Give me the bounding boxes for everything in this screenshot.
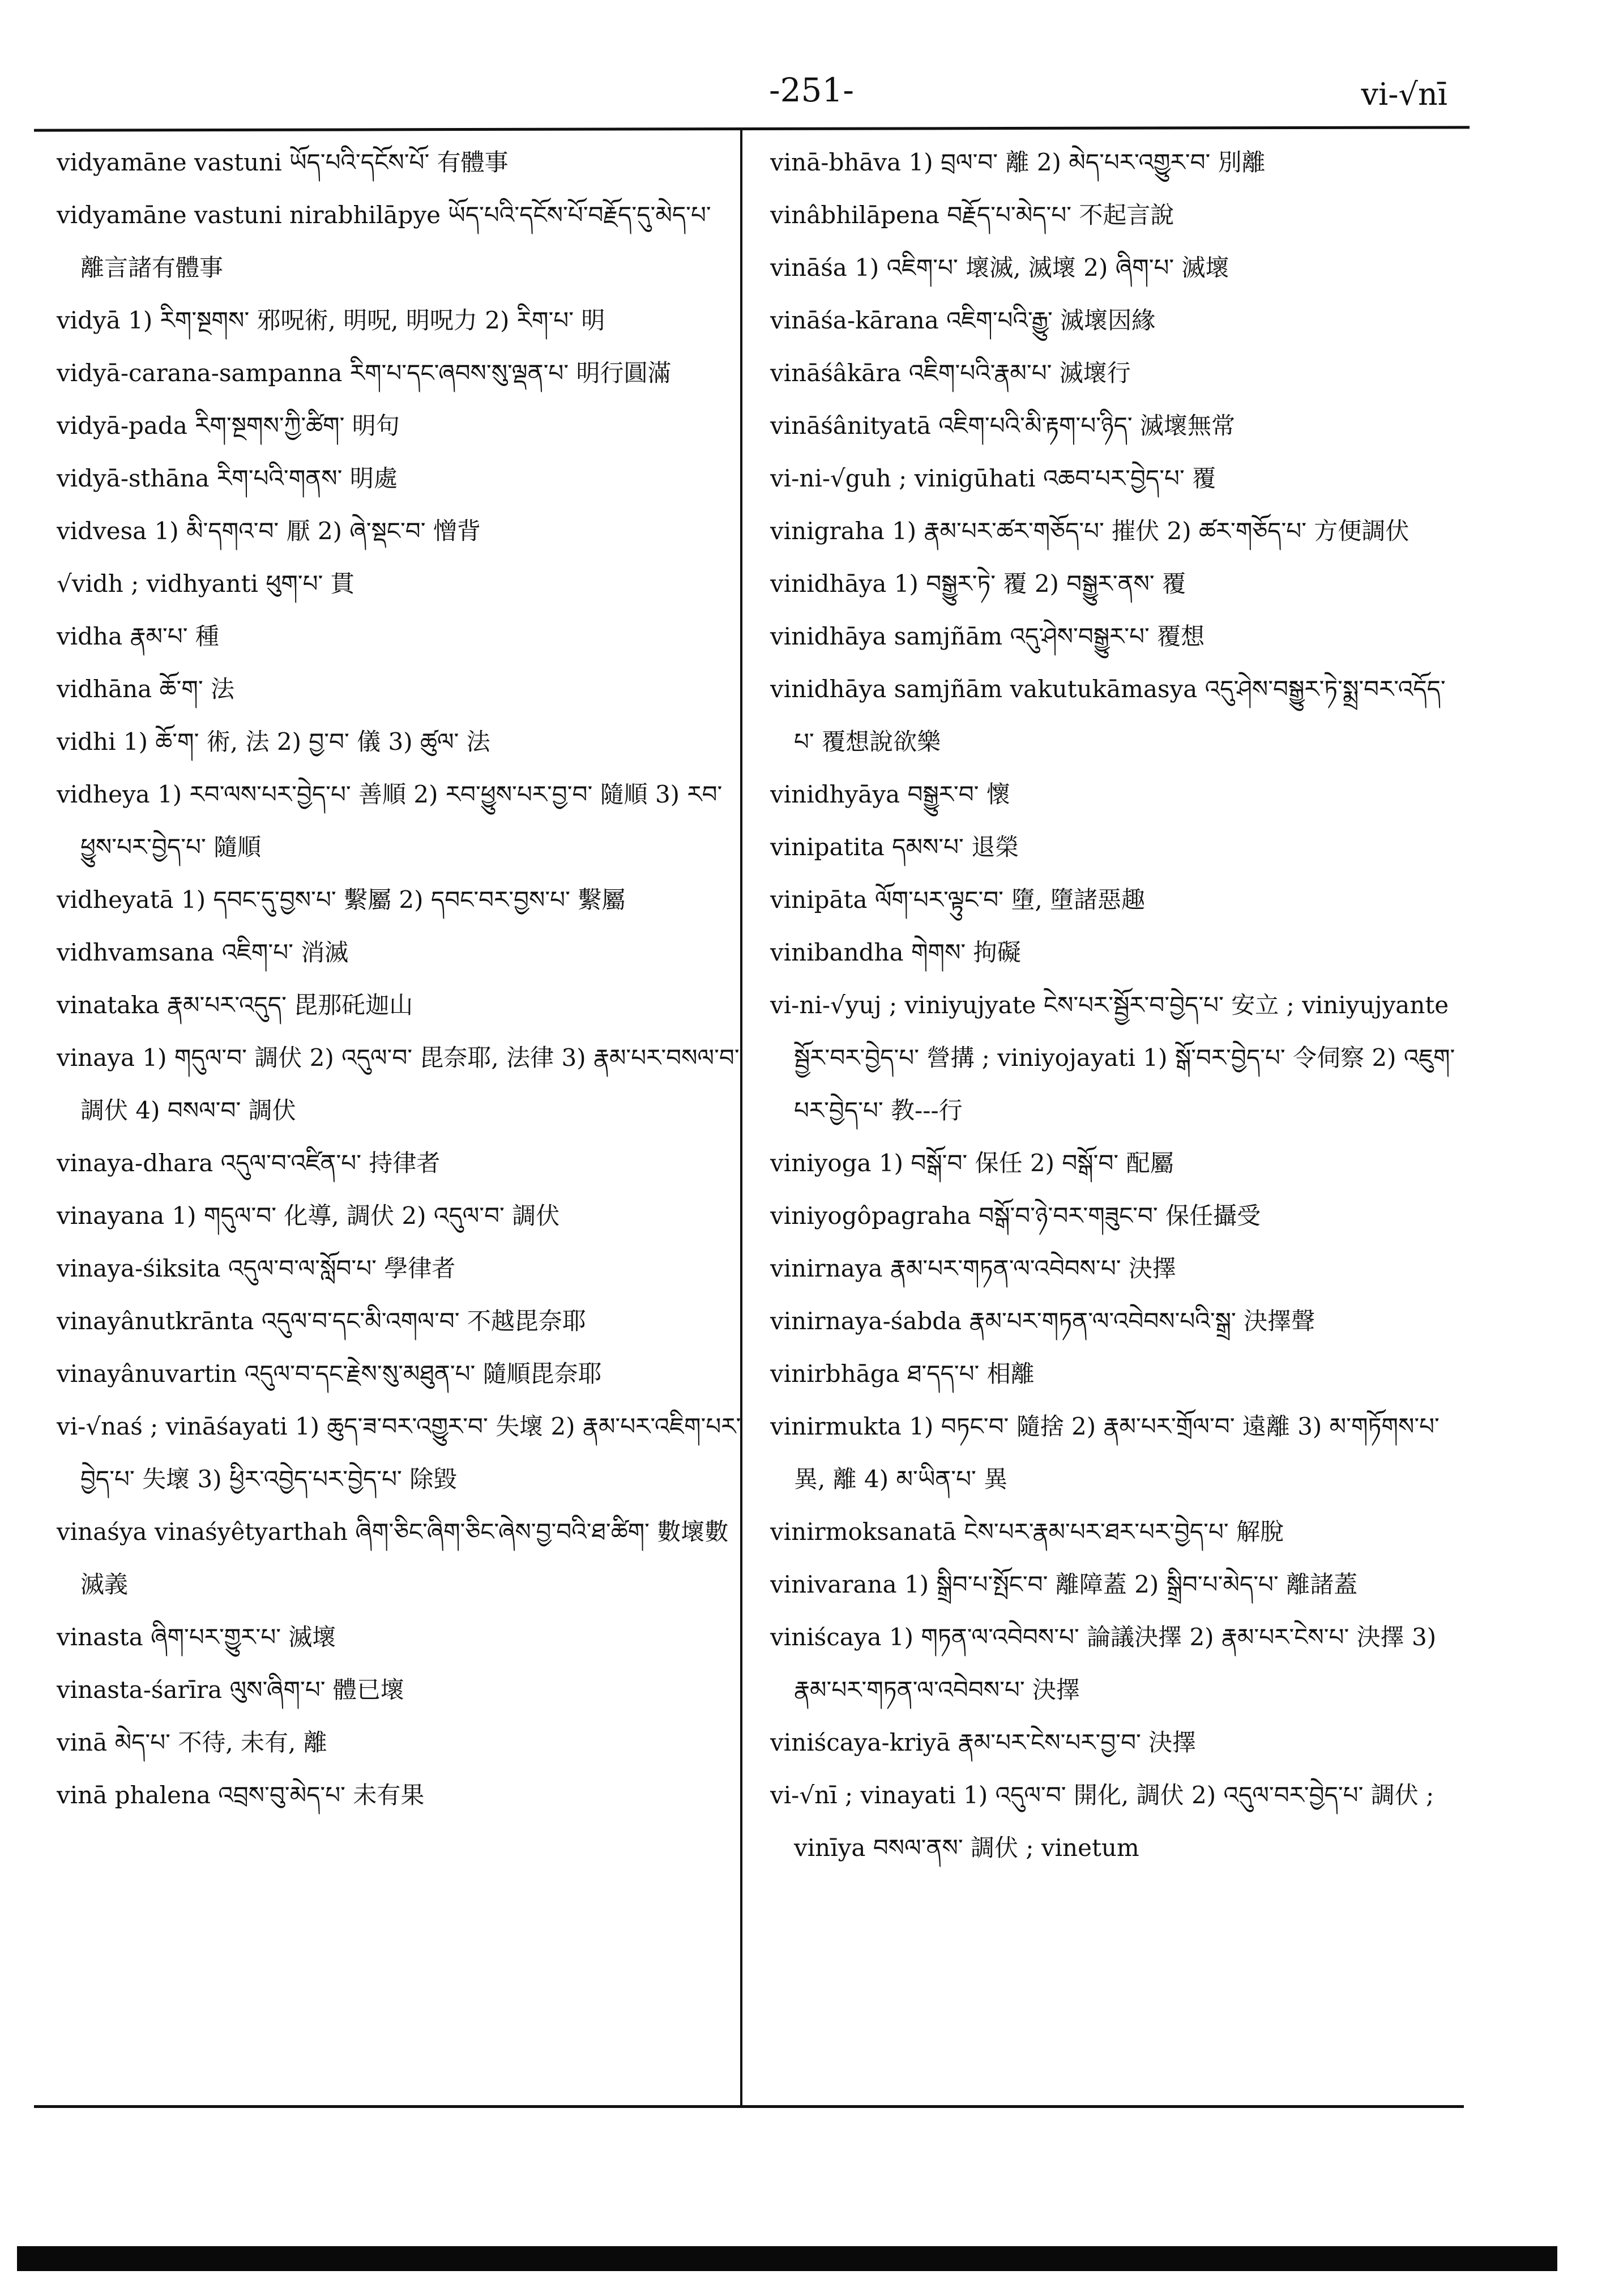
entry: vinirnaya-śabda རྣམ་པར་གཏན་ལ་འབེབས་པའི་སྒྲ་ 決擇聲	[770, 1307, 1316, 1335]
entry: vinaśya vinaśyêtyarthah ཞིག་ཅིང་ཞིག་ཅིང་ཞེས་བྱ་བའི་ཐ་ཚིག་ 數壞數滅義	[57, 1518, 729, 1598]
entry: vinidhāya samjñām vakutukāmasya འདུ་ཤེས་བསྒྱུར་ཏེ་སྨྲ་བར་འདོད་པ་ 覆想說欲樂	[770, 675, 1446, 756]
entry: vinā མེད་པ་ 不待, 未有, 離	[57, 1729, 327, 1756]
entry: vidyā 1) རིག་སྔགས་ 邪呪術, 明呪, 明呪力 2) རིག་པ་ 明	[57, 306, 605, 334]
entry: vinaya-dhara འདུལ་བ་འཛིན་པ་ 持律者	[57, 1149, 441, 1177]
entry: vidyā-sthāna རིག་པའི་གནས་ 明處	[57, 464, 398, 492]
entry: vinaya 1) གདུལ་བ་ 調伏 2) འདུལ་བ་ 毘奈耶, 法律 3) རྣམ་པར་བསལ་བ་ 調伏 4) བསལ་བ་ 調伏	[57, 1044, 740, 1124]
entry: vidheya 1) རབ་ལས་པར་བྱེད་པ་ 善順 2) རབ་ཕྱུས་པར་བྱ་བ་ 隨順 3) རབ་ཕྱུས་པར་བྱེད་པ་ 隨順	[57, 780, 723, 861]
entry: vidvesa 1) མི་དགའ་བ་ 厭 2) ཞེ་སྡང་བ་ 憎背	[57, 517, 481, 545]
entry: vi-ni-√guh ; vinigūhati འཆབ་པར་བྱེད་པ་ 覆	[770, 464, 1216, 492]
entry: vinaya-śiksita འདུལ་བ་ལ་སློབ་པ་ 學律者	[57, 1254, 456, 1282]
entry: vinayânutkrānta འདུལ་བ་དང་མི་འགལ་བ་ 不越毘奈耶	[57, 1307, 586, 1335]
entry: vinayânuvartin འདུལ་བ་དང་རྗེས་སུ་མཐུན་པ་ 隨順毘奈耶	[57, 1360, 602, 1388]
entry: vinidhāya 1) བསྒྱུར་ཏེ་ 覆 2) བསྒྱུར་ནས་ 覆	[770, 570, 1186, 598]
entry: vinasta-śarīra ལུས་ཞིག་པ་ 體已壞	[57, 1676, 404, 1704]
left-column	[57, 136, 742, 1821]
scan-edge-bar	[17, 2246, 1557, 2271]
entry: vinâbhilāpena བརྗོད་པ་མེད་པ་ 不起言說	[770, 201, 1174, 229]
entry: vināśa-kārana འཇིག་པའི་རྒྱུ་ 滅壞因緣	[770, 306, 1156, 334]
entry: vi-√nī ; vinayati 1) འདུལ་བ་ 開化, 調伏 2) འདུལ་བར་བྱེད་པ་ 調伏 ; vinīya བསལ་ནས་ 調伏 ; vinetum	[770, 1781, 1434, 1862]
entry: vināśânityatā འཇིག་པའི་མི་རྟག་པ་ཉིད་ 滅壞無常	[770, 412, 1236, 439]
top-rule	[34, 126, 1470, 131]
entry: vidyamāne vastuni nirabhilāpye ཡོད་པའི་དངོས་པོ་བརྗོད་དུ་མེད་པ་ 離言諸有體事	[57, 201, 711, 281]
entry: vidheyatā 1) དབང་དུ་བྱས་པ་ 繫屬 2) དབང་བར་བྱས་པ་ 繫屬	[57, 886, 626, 914]
page-number: -251-	[769, 71, 854, 109]
entry: vidha རྣམ་པ་ 種	[57, 622, 219, 650]
bottom-rule	[34, 2105, 1464, 2108]
entry: vidhvamsana འཇིག་པ་ 消滅	[57, 938, 349, 966]
entry: viniścaya-kriyā རྣམ་པར་ངེས་པར་བྱ་བ་ 決擇	[770, 1729, 1197, 1756]
entry: √vidh ; vidhyanti ཕུག་པ་ 貫	[57, 570, 355, 598]
entry: vidyā-pada རིག་སྔགས་ཀྱི་ཚིག་ 明句	[57, 412, 400, 439]
entry: viniyoga 1) བསྒོ་བ་ 保任 2) བསྒོ་བ་ 配屬	[770, 1149, 1174, 1177]
entry: vinasta ཞིག་པར་གྱུར་པ་ 滅壞	[57, 1623, 336, 1651]
right-column	[770, 136, 1455, 1874]
entry: vinayana 1) གདུལ་བ་ 化導, 調伏 2) འདུལ་བ་ 調伏	[57, 1202, 560, 1230]
entry: vidhi 1) ཆོ་ག་ 術, 法 2) བྱ་བ་ 儀 3) ཚུལ་ 法	[57, 728, 490, 756]
entry: vinirnaya རྣམ་པར་གཏན་ལ་འབེབས་པ་ 決擇	[770, 1254, 1176, 1282]
entry: vi-√naś ; vināśayati 1) ཆུད་ཟ་བར་འགྱུར་བ་ 失壞 2) རྣམ་པར་འཇིག་པར་བྱེད་པ་ 失壞 3) ཕྱིར་འབྱེད་པར་བྱེད་པ་ 除毀	[57, 1412, 741, 1493]
entry: vi-ni-√yuj ; viniyujyate ངེས་པར་སྦྱོར་བ་བྱེད་པ་ 安立 ; viniyujyante སྦྱོར་བར་བྱེད་པ་ 營搆 ; viniyojayati 1) སྒོ་བར་བྱེད་པ་ 令伺察 2) འཇུག་པར་བྱེད་པ་ 教---行	[770, 991, 1455, 1124]
entry: vinirmukta 1) བཏང་བ་ 隨捨 2) རྣམ་པར་གྲོལ་བ་ 遠離 3) མ་གཏོགས་པ་ 異, 離 4) མ་ཡིན་པ་ 異	[770, 1412, 1440, 1493]
entry: vinataka རྣམ་པར་འདུད་ 毘那矺迦山	[57, 991, 413, 1019]
entry: vinā phalena འབྲས་བུ་མེད་པ་ 未有果	[57, 1781, 425, 1809]
entry: vinidhāya samjñām འདུ་ཤེས་བསྒྱུར་པ་ 覆想	[770, 622, 1205, 650]
entry: vināśa 1) འཇིག་པ་ 壞滅, 滅壞 2) ཞིག་པ་ 滅壞	[770, 254, 1229, 281]
entry: viniyogôpagraha བསྒོ་བ་ཉེ་བར་གཟུང་བ་ 保任攝受	[770, 1202, 1261, 1230]
entry: vināśâkāra འཇིག་པའི་རྣམ་པ་ 滅壞行	[770, 359, 1131, 387]
entry: vinidhyāya བསྒྱུར་བ་ 懷	[770, 780, 1010, 808]
entry: vinā-bhāva 1) བྲལ་བ་ 離 2) མེད་པར་འགྱུར་བ་ 別離	[770, 148, 1266, 176]
entry: vinivarana 1) སྒྲིབ་པ་སྤོང་བ་ 離障蓋 2) སྒྲིབ་པ་མེད་པ་ 離諸蓋	[770, 1571, 1358, 1598]
entry: vidhāna ཆོ་ག་ 法	[57, 675, 235, 703]
entry: vinirbhāga ཐ་དད་པ་ 相離	[770, 1360, 1035, 1388]
entry: vinigraha 1) རྣམ་པར་ཚར་གཅོད་པ་ 摧伏 2) ཚར་གཅོད་པ་ 方便調伏	[770, 517, 1410, 545]
entry: viniścaya 1) གཏན་ལ་འབེབས་པ་ 論議決擇 2) རྣམ་པར་ངེས་པ་ 決擇 3) རྣམ་པར་གཏན་ལ་འབེབས་པ་ 決擇	[770, 1623, 1437, 1704]
entry: vinipāta ལོག་པར་ལྟུང་བ་ 墮, 墮諸惡趣	[770, 886, 1146, 914]
entry: vidyā-carana-sampanna རིག་པ་དང་ཞབས་སུ་ལྡན་པ་ 明行圓滿	[57, 359, 672, 387]
entry: vinirmoksanatā ངེས་པར་རྣམ་པར་ཐར་པར་བྱེད་པ་ 解脫	[770, 1518, 1284, 1546]
entry: vinipatita དམས་པ་ 退榮	[770, 833, 1019, 861]
entry: vinibandha གེགས་ 拘礙	[770, 938, 1021, 966]
running-head: vi-√nī	[1361, 76, 1447, 112]
entry: vidyamāne vastuni ཡོད་པའི་དངོས་པོ་ 有體事	[57, 148, 509, 176]
